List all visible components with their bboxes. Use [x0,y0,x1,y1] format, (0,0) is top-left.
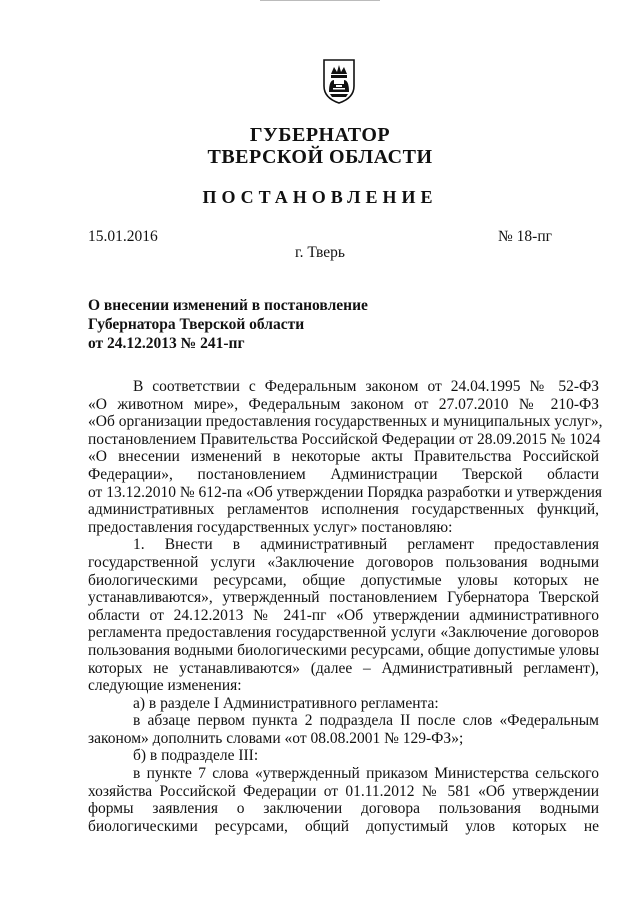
body-line: а) в разделе I Административного регламента: [133,694,439,712]
body-line: Федерации», постановлением Администрации Тверской области [88,465,599,483]
subject-line: от 24.12.2013 № 241-пг [88,335,245,352]
body-line: предоставления государственных услуг» постановляю: [88,518,453,536]
body-line: хозяйства Российской Федерации от 01.11.2012 № 581 «Об утверждении [88,782,599,800]
body-line: регламента предоставления государственной услуги «Заключение договоров [88,624,599,642]
body-line: В соответствии с Федеральным законом от 24.04.1995 № 52-ФЗ [133,378,599,395]
body-line: административных регламентов исполнения государственных функций, [88,501,599,519]
document-date: 15.01.2016 [88,228,158,245]
body-line: б) в подразделе III: [133,747,259,765]
body-line: 1. Внести в административный регламент предоставления [133,536,599,554]
subject-line: Губернатора Тверской области [88,316,305,333]
document-city: г. Тверь [295,244,345,261]
coat-of-arms-icon [322,58,356,104]
body-line: «Об организации предоставления государственных и муниципальных услуг», [88,413,603,431]
governor-title: ГУБЕРНАТОР [249,124,391,146]
region-title: ТВЕРСКОЙ ОБЛАСТИ [207,146,433,168]
body-line: от 13.12.2010 № 612-па «Об утверждении Порядка разработки и утверждения [88,483,603,501]
body-line: которых не устанавливаются» (далее – Административный регламент), [88,659,599,677]
body-line: «О внесении изменений в некоторые акты Правительства Российской [88,448,599,466]
body-line: в пункте 7 слова «утвержденный приказом Министерства сельского [133,765,599,783]
body-line: постановлением Правительства Российской Федерации от 28.09.2015 № 1024 [88,430,601,448]
body-line: формы заявления о заключении договора пользования водными [88,800,599,818]
body-line: следующие изменения: [88,677,242,695]
subject-line: О внесении изменений в постановление [88,297,368,314]
body-line: области от 24.12.2013 № 241-пг «Об утверждении административного [88,606,599,624]
body-line: биологическими ресурсами, общие допустимые уловы которых не [88,571,599,589]
body-line: пользования водными биологическими ресурсами, общие допустимые уловы [88,641,600,659]
document-type: ПОСТАНОВЛЕНИЕ [202,187,438,207]
body-line: в абзаце первом пункта 2 подраздела II после слов «Федеральным [133,712,599,730]
body-line: биологическими ресурсами, общий допустимый улов которых не [88,817,599,835]
document-number: № 18-пг [498,228,552,245]
document-subject [88,296,368,353]
top-edge-line [260,0,380,1]
body-line: устанавливаются», утвержденный постановлением Губернатора Тверской [88,589,599,607]
body-line: государственной услуги «Заключение договоров пользования водными [88,553,599,571]
body-line: «О животном мире», Федеральным законом от 27.07.2010 № 210-ФЗ [88,395,599,413]
document-body [88,378,603,835]
body-line: законом» дополнить словами «от 08.08.2001 № 129-ФЗ»; [88,729,464,747]
